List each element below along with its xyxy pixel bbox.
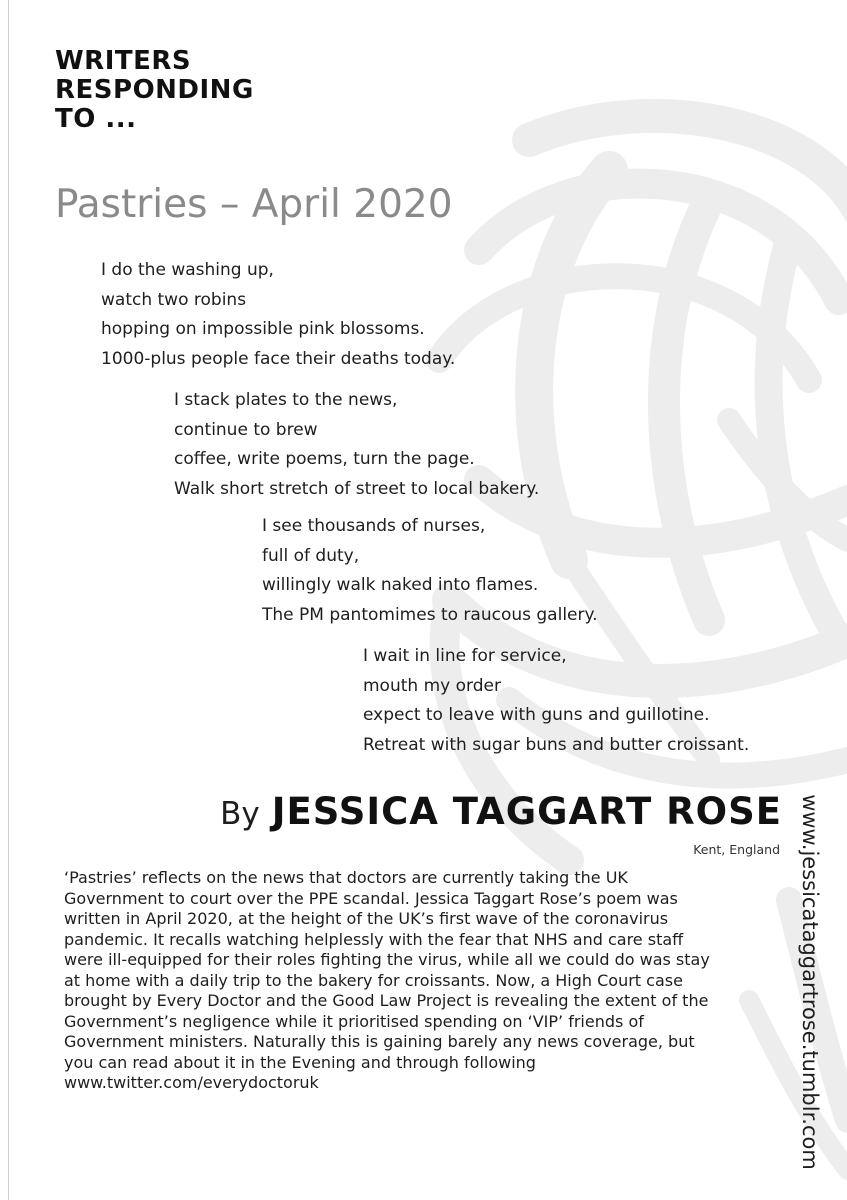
description-line: brought by Every Doctor and the Good Law Project is revealing the extent of the <box>64 991 709 1010</box>
website-url[interactable] <box>795 794 825 1170</box>
poem-line: expect to leave with guns and guillotine. <box>363 705 710 725</box>
poem-stanza-3 <box>262 512 598 630</box>
poem-line: Retreat with sugar buns and butter croissant. <box>363 734 750 755</box>
poem-line: watch two robins <box>101 289 247 310</box>
website-url-text[interactable]: www.jessicataggartrose.tumblr.com <box>798 794 822 1170</box>
brand-line: TO ... <box>55 104 137 134</box>
description-line: Government to court over the PPE scandal. Jessica Taggart Rose’s poem was <box>64 888 678 908</box>
brand-logo <box>55 47 254 134</box>
description-line: written in April 2020, at the height of the UK’s first wave of the coronavirus <box>64 909 669 928</box>
poem-line: The PM pantomimes to raucous gallery. <box>262 604 598 625</box>
poem-line: mouth my order <box>363 675 501 696</box>
description-line: were ill-equipped for their roles fighting the virus, while all we could do was stay <box>64 950 710 969</box>
poem-line: coffee, write poems, turn the page. <box>174 449 475 469</box>
poem-line: 1000-plus people face their deaths today. <box>101 348 456 369</box>
author-byline <box>220 790 782 833</box>
poem-stanza-1 <box>101 256 455 374</box>
twitter-link[interactable]: www.twitter.com/everydoctoruk <box>64 1073 319 1092</box>
poem-stanza-2 <box>174 386 539 504</box>
poem-line: I stack plates to the news, <box>174 390 398 410</box>
description-line: Government ministers. Naturally this is gaining barely any news coverage, but <box>64 1032 695 1051</box>
poem-line: full of duty, <box>262 545 360 566</box>
brand-line: WRITERS <box>55 46 192 76</box>
poem-line: I see thousands of nurses, <box>262 516 486 536</box>
poem-title: Pastries – April 2020 <box>55 182 453 227</box>
poem-stanza-4 <box>363 642 749 760</box>
description-line: Government’s negligence while it prioritised spending on ‘VIP’ friends of <box>64 1011 644 1031</box>
poem-line: I wait in line for service, <box>363 646 567 666</box>
poem-line: continue to brew <box>174 419 318 440</box>
poem-line: I do the washing up, <box>101 260 274 280</box>
description-line: at home with a daily trip to the bakery for croissants. Now, a High Court case <box>64 970 683 990</box>
page <box>8 0 847 1200</box>
poem-line: hopping on impossible pink blossoms. <box>101 319 425 339</box>
description-line: you can read about it in the Evening and through following <box>64 1052 536 1072</box>
description-paragraph <box>64 868 784 1094</box>
description-line: pandemic. It recalls watching helplessly with the fear that NHS and care staff <box>64 929 684 949</box>
author-location: Kent, England <box>693 842 780 857</box>
poem-line: Walk short stretch of street to local bakery. <box>174 478 540 499</box>
brand-line: RESPONDING <box>55 75 254 105</box>
author-name: JESSICA TAGGART ROSE <box>271 790 782 833</box>
poem-line: willingly walk naked into flames. <box>262 575 539 595</box>
by-label: By <box>220 796 260 832</box>
description-line: ‘Pastries’ reflects on the news that doctors are currently taking the UK <box>64 868 628 887</box>
